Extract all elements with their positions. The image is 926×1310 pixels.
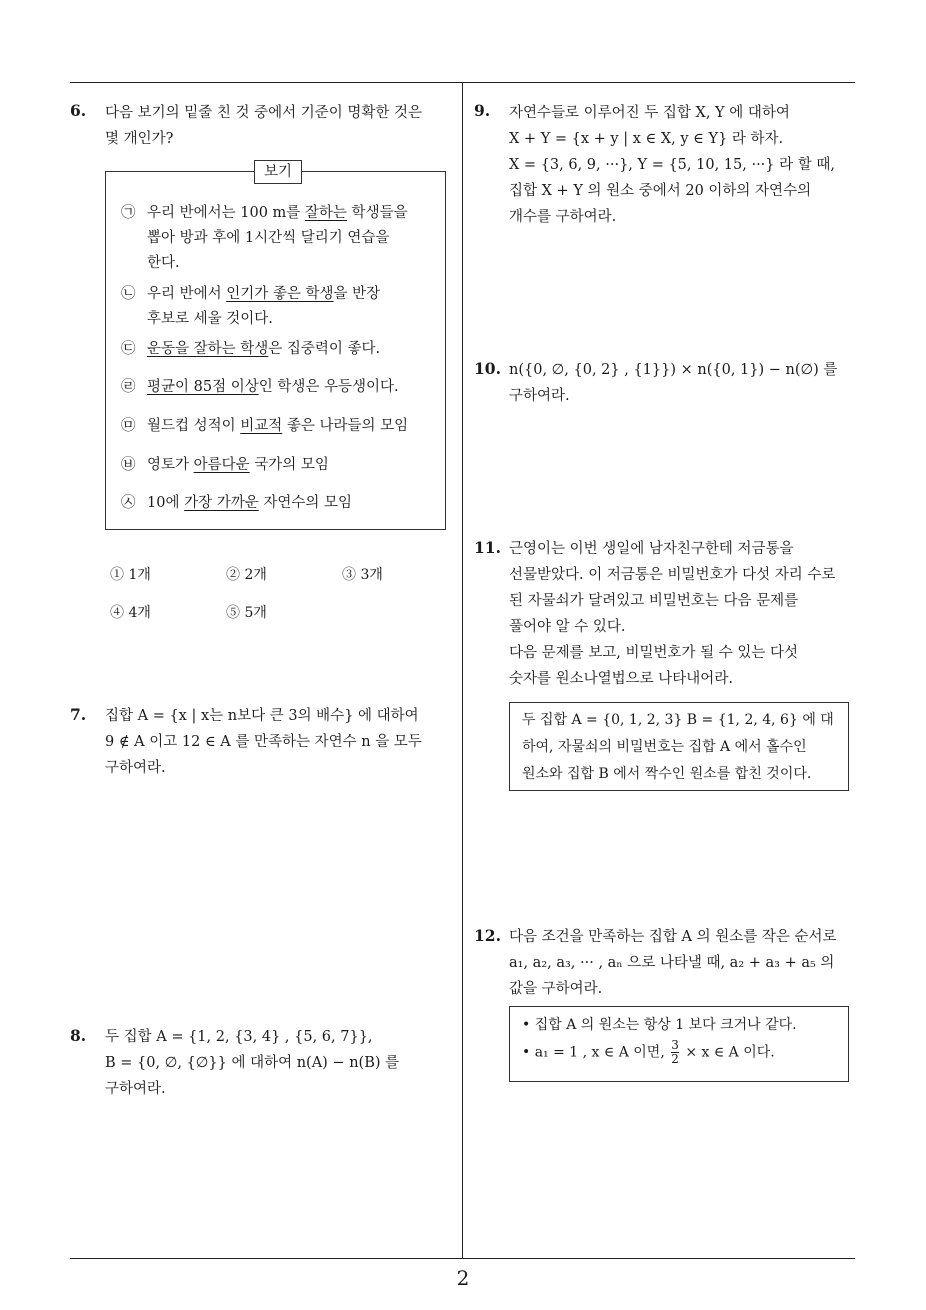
example-item-c [121, 337, 380, 362]
text-line: 구하여라. [105, 1081, 166, 1097]
text-line: 개수를 구하여라. [509, 209, 617, 225]
item-mark: ㉥ [121, 457, 136, 473]
text-line: 두 집합 A = {1, 2, {3, 4} , {5, 6, 7}}, [105, 1029, 373, 1045]
text-line: a₁, a₂, a₃, ··· , aₙ 으로 나타낼 때, a₂ + a₃ + a₅ 의 [509, 955, 835, 971]
answer-choice-2[interactable]: ② 2개 [226, 567, 267, 583]
text-line: 근영이는 이번 생일에 남자친구한테 저금통을 [509, 541, 794, 557]
problem-box [509, 702, 849, 791]
item-text: 학생들을 [346, 205, 408, 221]
text-line: 다음 조건을 만족하는 집합 A 의 원소를 작은 순서로 [509, 929, 837, 945]
text-line: 구하여라. [509, 388, 570, 404]
question-number: 12. [474, 926, 501, 945]
underlined-text: 평균이 85점 이상 [147, 379, 259, 395]
item-text: 국가의 모임 [249, 457, 329, 473]
text-line: B = {0, ∅, {∅}} 에 대하여 n(A) − n(B) 를 [105, 1055, 400, 1071]
text-line: 값을 구하여라. [509, 981, 603, 997]
underlined-text: 운동을 잘하는 학생 [147, 341, 269, 357]
text-line: X = {3, 6, 9, ···}, Y = {5, 10, 15, ···} 라 할 때, [509, 157, 835, 173]
item-text: 월드컵 성적이 [147, 418, 241, 434]
example-item-d [121, 375, 399, 400]
underlined-text: 아름다운 [193, 457, 250, 473]
item-text: 10에 [147, 495, 185, 511]
underlined-text: 가장 가까운 [184, 495, 259, 511]
text-line: n({0, ∅, {0, 2} , {1}}) × n({0, 1}) − n(∅) 를 [509, 362, 838, 378]
text-line: X + Y = {x + y | x ∈ X, y ∈ Y} 라 하자. [509, 131, 784, 147]
underlined-text: 인기가 좋은 학생 [226, 286, 334, 302]
answer-choice-4[interactable]: ④ 4개 [110, 605, 151, 621]
question-number: 7. [70, 705, 87, 724]
fraction-denominator: 2 [671, 1052, 679, 1066]
question-text [509, 357, 837, 409]
box-title: 보기 [254, 160, 302, 184]
item-mark: ㉡ [121, 286, 136, 302]
text-line: 자연수들로 이루어진 두 집합 X, Y 에 대하여 [509, 105, 790, 121]
bottom-rule [70, 1258, 855, 1259]
example-item-a [121, 201, 408, 276]
text-line: 숫자를 원소나열법으로 나타내어라. [509, 671, 733, 687]
text-line: 집합 A = {x | x는 n보다 큰 3의 배수} 에 대하여 [105, 708, 419, 724]
text-line: 풀어야 알 수 있다. [509, 619, 626, 635]
item-text: 후보로 세울 것이다. [147, 311, 273, 327]
item-text: 우리 반에서 [147, 286, 227, 302]
item-text: 뽑아 방과 후에 1시간씩 달리기 연습을 [147, 230, 390, 246]
text-line: 다음 보기의 밑줄 친 것 중에서 기준이 명확한 것은 [105, 105, 423, 121]
condition-text: × x ∈ A 이다. [685, 1044, 775, 1061]
item-mark: ㉤ [121, 418, 136, 434]
item-text: 좋은 나라들의 모임 [282, 418, 409, 434]
column-divider [462, 83, 463, 1258]
question-text [509, 924, 836, 1002]
example-item-b [121, 282, 380, 332]
item-text: 인 학생은 우등생이다. [258, 379, 399, 395]
text-line: 몇 개인가? [105, 131, 174, 147]
underlined-text: 비교적 [240, 418, 283, 434]
answer-choice-3[interactable]: ③ 3개 [342, 567, 383, 583]
fraction [671, 1039, 679, 1066]
example-box [105, 164, 446, 530]
item-mark: ㉣ [121, 379, 136, 395]
example-item-f [121, 453, 329, 478]
example-item-g [121, 491, 352, 516]
item-mark: ㉢ [121, 341, 136, 357]
answer-choice-1[interactable]: ① 1개 [110, 567, 151, 583]
box-text [522, 707, 834, 788]
question-number: 8. [70, 1026, 87, 1045]
text-line: 된 자물쇠가 달려있고 비밀번호는 다음 문제를 [509, 593, 799, 609]
item-mark: ㉦ [121, 495, 136, 511]
page-number: 2 [456, 1266, 470, 1290]
question-text [105, 1024, 399, 1102]
question-number: 6. [70, 101, 87, 120]
answer-choice-5[interactable]: ⑤ 5개 [226, 605, 267, 621]
condition-1: • 집합 A 의 원소는 항상 1 보다 크거나 같다. [522, 1017, 797, 1033]
text-line: 9 ∉ A 이고 12 ∈ A 를 만족하는 자연수 n 을 모두 [105, 734, 422, 750]
question-text [105, 703, 422, 781]
underlined-text: 잘하는 [304, 205, 347, 221]
question-number: 10. [474, 359, 501, 378]
question-text [509, 100, 835, 230]
question-number: 9. [474, 101, 491, 120]
condition-text: • a₁ = 1 , x ∈ A 이면, [522, 1044, 665, 1061]
question-number: 11. [474, 538, 501, 557]
item-text: 을 반장 [333, 286, 381, 302]
item-mark: ㉠ [121, 205, 136, 221]
question-text [509, 536, 835, 692]
item-text: 영토가 [147, 457, 194, 473]
text-line: 원소와 집합 B 에서 짝수인 원소를 합친 것이다. [522, 766, 812, 782]
text-line: 두 집합 A = {0, 1, 2, 3} B = {1, 2, 4, 6} 에 대 [522, 712, 834, 728]
text-line: 구하여라. [105, 760, 166, 776]
item-text: 우리 반에서는 100 m를 [147, 205, 305, 221]
item-text: 한다. [147, 255, 180, 271]
condition-box [509, 1006, 849, 1082]
text-line: 하여, 자물쇠의 비밀번호는 집합 A 에서 홀수인 [522, 739, 807, 755]
condition-2 [522, 1039, 797, 1066]
question-text [105, 100, 422, 152]
item-text: 은 집중력이 좋다. [268, 341, 381, 357]
box-text [522, 1013, 797, 1066]
text-line: 집합 X + Y 의 원소 중에서 20 이하의 자연수의 [509, 183, 812, 199]
fraction-numerator: 3 [671, 1038, 679, 1052]
text-line: 선물받았다. 이 저금통은 비밀번호가 다섯 자리 수로 [509, 567, 836, 583]
text-line: 다음 문제를 보고, 비밀번호가 될 수 있는 다섯 [509, 645, 798, 661]
example-item-e [121, 414, 408, 439]
item-text: 자연수의 모임 [258, 495, 352, 511]
